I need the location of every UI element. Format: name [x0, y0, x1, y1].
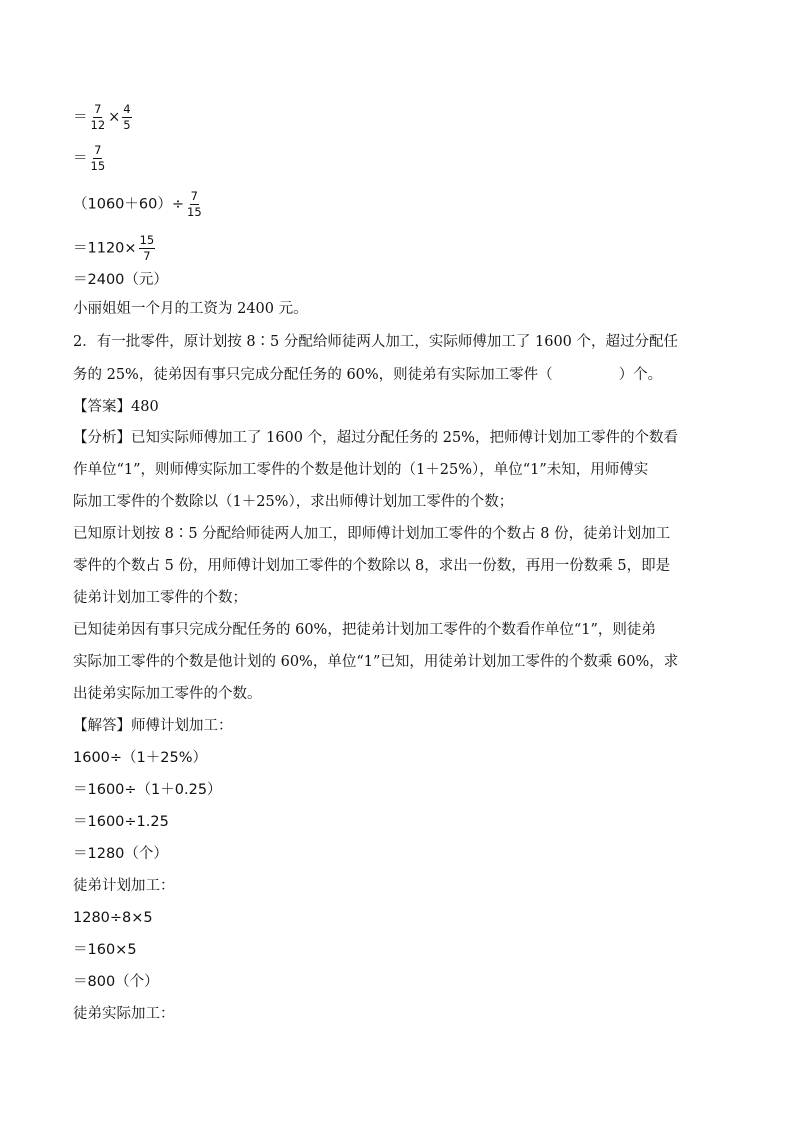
- fraction-numerator: 7: [94, 143, 102, 157]
- calc-line-1: [73, 103, 134, 132]
- solution-line: 1600÷（1＋25%）: [73, 750, 208, 766]
- solution-line: ＝160×5: [73, 942, 137, 958]
- solution-line: ＝1600÷（1＋0.25）: [73, 782, 222, 798]
- solution-line: 1280÷8×5: [73, 910, 153, 926]
- conclusion-line: 小丽姐姐一个月的工资为 2400 元。: [73, 301, 308, 317]
- fraction: [122, 103, 131, 132]
- solution-line: ＝800（个）: [73, 974, 159, 990]
- calc-line-5: ＝2400（元）: [73, 272, 168, 288]
- answer-line: 【答案】480: [73, 399, 159, 415]
- fraction-numerator: 7: [190, 189, 198, 203]
- solution-line: ＝1600÷1.25: [73, 814, 169, 830]
- fraction-denominator: 7: [143, 249, 151, 263]
- solution-line: 【解答】师傅计划加工：: [73, 718, 233, 734]
- analysis-line: 出徒弟实际加工零件的个数。: [73, 686, 262, 702]
- analysis-line: 际加工零件的个数除以（1＋25%），求出师傅计划加工零件的个数；: [73, 494, 514, 510]
- equals-sign: ＝: [73, 109, 88, 126]
- fraction: [90, 144, 107, 173]
- analysis-line: 【分析】已知实际师傅加工了 1600 个，超过分配任务的 25%，把师傅计划加工零件的个数看: [73, 430, 678, 446]
- equals-sign: ＝: [73, 150, 88, 167]
- operator: ×: [108, 109, 121, 126]
- calc-line-2: [73, 144, 108, 173]
- fraction-denominator: 15: [187, 205, 202, 219]
- question-2-line-1: 2．有一批零件，原计划按 8∶5 分配给师徒两人加工，实际师傅加工了 1600 个，超过分配任: [73, 334, 679, 350]
- analysis-line: 实际加工零件的个数是他计划的 60%，单位“1”已知，用徒弟计划加工零件的个数乘 60%，求: [73, 654, 679, 670]
- fraction: [139, 234, 156, 263]
- question-2-line-2: [73, 365, 662, 385]
- calc-line-4: [73, 234, 157, 263]
- fraction-numerator: 15: [139, 233, 155, 247]
- analysis-line: 已知徒弟因有事只完成分配任务的 60%，把徒弟计划加工零件的个数看作单位“1”，则徒弟: [73, 622, 656, 638]
- fraction-numerator: 7: [94, 102, 102, 116]
- fraction-denominator: 5: [123, 118, 131, 132]
- solution-line: 徒弟计划加工：: [73, 878, 175, 894]
- solution-line: 徒弟实际加工：: [73, 1006, 175, 1022]
- fraction-numerator: 4: [123, 102, 131, 116]
- analysis-line: 零件的个数占 5 份，用师傅计划加工零件的个数除以 8，求出一份数，再用一份数乘 5，即是: [73, 558, 671, 574]
- expression: ＝1120×: [73, 240, 137, 257]
- expression: （1060＋60）÷: [73, 196, 185, 213]
- fraction-denominator: 12: [90, 118, 106, 132]
- analysis-line: 已知原计划按 8∶5 分配给师徒两人加工，即师傅计划加工零件的个数占 8 份，徒弟计划加工: [73, 526, 671, 542]
- fraction-denominator: 15: [90, 159, 106, 173]
- question-text: ）个。: [618, 367, 663, 383]
- solution-line: ＝1280（个）: [73, 846, 168, 862]
- analysis-line: 徒弟计划加工零件的个数；: [73, 590, 247, 606]
- question-text: 务的 25%，徒弟因有事只完成分配任务的 60%，则徒弟有实际加工零件（: [73, 367, 553, 383]
- fraction: [186, 190, 203, 219]
- calc-line-3: [73, 190, 205, 219]
- fraction: [90, 103, 107, 132]
- analysis-line: 作单位“1”，则师傅实际加工零件的个数是他计划的（1＋25%），单位“1”未知，用师傅实: [73, 462, 649, 478]
